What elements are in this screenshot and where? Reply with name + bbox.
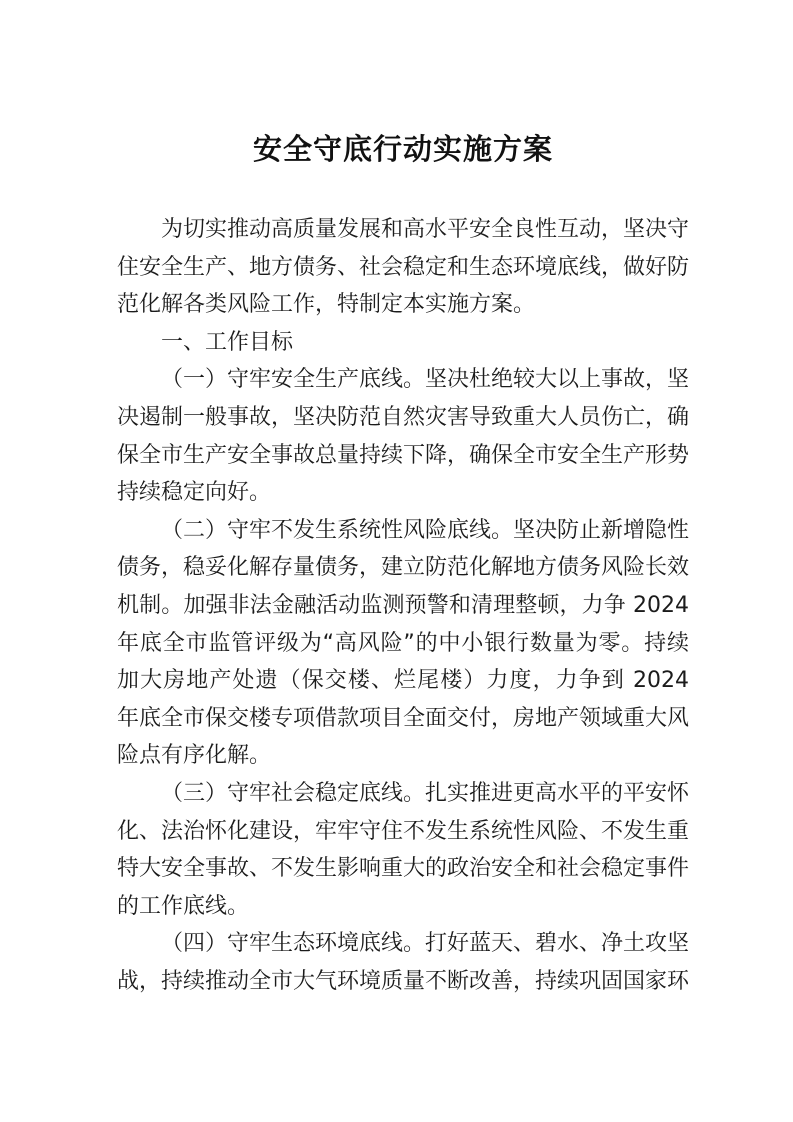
item-2-systemic-risk-paragraph: （二）守牢不发生系统性风险底线。坚决防止新增隐性债务，稳妥化解存量债务，建立防范化解地方债务风险长效机制。加强非法金融活动监测预警和清理整顿，力争 2024 年底全市监管评级为“高风险”的中小银行数量为零。持续加大房地产处遗（保交楼、烂尾楼）力度，力争到 2024 年底全市保交楼专项借款项目全面交付，房地产领域重大风险点有序化解。 xyxy=(117,517,690,769)
item-1-safety-production-paragraph: （一）守牢安全生产底线。坚决杜绝较大以上事故，坚决遏制一般事故，坚决防范自然灾害导致重大人员伤亡，确保全市生产安全事故总量持续下降，确保全市安全生产形势持续稳定向好。 xyxy=(117,367,690,506)
document-title: 安全守底行动实施方案 xyxy=(252,132,553,166)
document-body xyxy=(117,211,689,1000)
item-3-social-stability-paragraph: （三）守牢社会稳定底线。扎实推进更高水平的平安怀化、法治怀化建设，牢牢守住不发生系统性风险、不发生重特大安全事故、不发生影响重大的政治安全和社会稳定事件的工作底线。 xyxy=(117,780,690,919)
item-4-ecological-environment-paragraph: （四）守牢生态环境底线。打好蓝天、碧水、净土攻坚战，持续推动全市大气环境质量不断改善，持续巩固国家环 xyxy=(117,931,690,994)
intro-paragraph: 为切实推动高质量发展和高水平安全良性互动，坚决守住安全生产、地方债务、社会稳定和生态环境底线，做好防范化解各类风险工作，特制定本实施方案。 xyxy=(117,217,690,318)
section-heading-work-goals: 一、工作目标 xyxy=(161,329,294,355)
